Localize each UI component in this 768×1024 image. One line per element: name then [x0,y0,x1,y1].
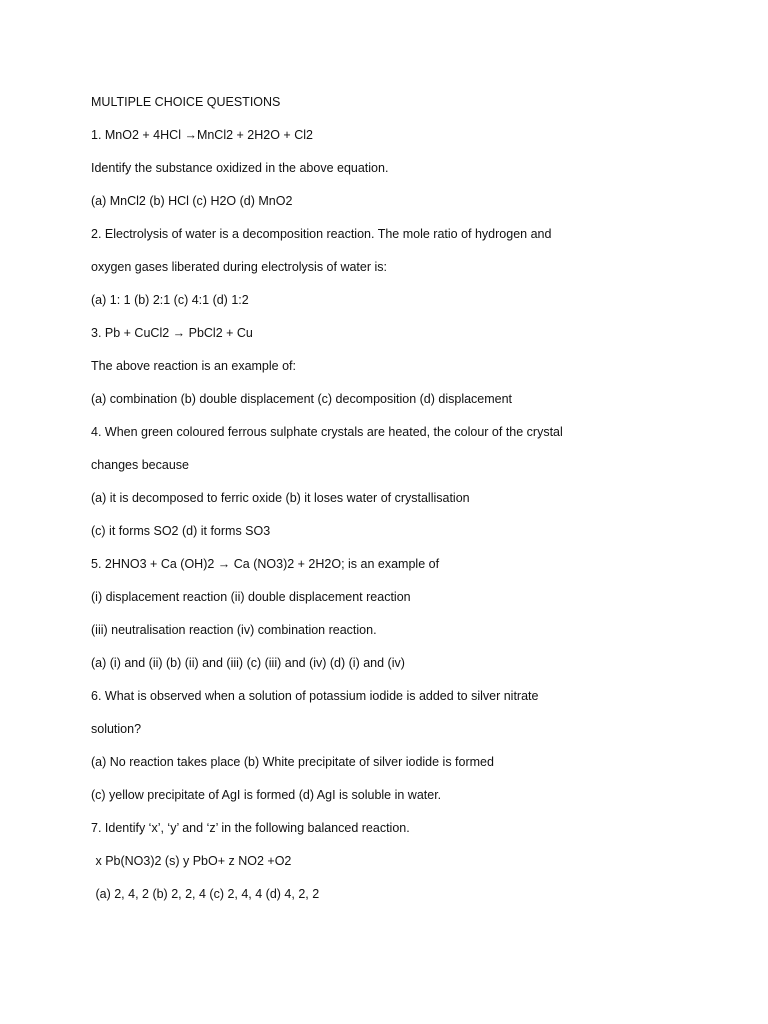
question-3-options: (a) combination (b) double displacement (c) decomposition (d) displacement [91,392,513,406]
question-2-text-line-1: 2. Electrolysis of water is a decomposition reaction. The mole ratio of hydrogen and [91,227,552,241]
question-4-options-line-1: (a) it is decomposed to ferric oxide (b) it loses water of crystallisation [91,491,470,505]
question-2-options: (a) 1: 1 (b) 2:1 (c) 4:1 (d) 1:2 [91,293,249,307]
page-heading: MULTIPLE CHOICE QUESTIONS [91,95,281,109]
question-6-text-line-1: 6. What is observed when a solution of potassium iodide is added to silver nitrate [91,689,539,703]
question-2-text-line-2: oxygen gases liberated during electrolysis of water is: [91,260,387,274]
question-7-text: 7. Identify ‘x’, ‘y’ and ‘z’ in the following balanced reaction. [91,821,410,835]
question-4-text-line-1: 4. When green coloured ferrous sulphate crystals are heated, the colour of the crystal [91,425,563,439]
question-6-text-line-2: solution? [91,722,142,736]
question-1-equation: 1. MnO2 + 4HCl →MnCl2 + 2H2O + Cl2 [91,128,313,142]
question-7-options: (a) 2, 4, 2 (b) 2, 2, 4 (c) 2, 4, 4 (d) 4, 2, 2 [92,887,320,901]
question-5-equation: 5. 2HNO3 + Ca (OH)2 → Ca (NO3)2 + 2H2O; is an example of [91,557,440,571]
question-5-choices-line-2: (iii) neutralisation reaction (iv) combination reaction. [91,623,377,637]
question-3-equation: 3. Pb + CuCl2 → PbCl2 + Cu [91,326,253,340]
question-1-options: (a) MnCl2 (b) HCl (c) H2O (d) MnO2 [91,194,293,208]
question-6-options-line-2: (c) yellow precipitate of AgI is formed (d) AgI is soluble in water. [91,788,442,802]
question-1-prompt: Identify the substance oxidized in the above equation. [91,161,389,175]
question-4-text-line-2: changes because [91,458,189,472]
question-5-choices-line-1: (i) displacement reaction (ii) double displacement reaction [91,590,411,604]
question-4-options-line-2: (c) it forms SO2 (d) it forms SO3 [91,524,271,538]
question-7-equation: x Pb(NO3)2 (s) y PbO+ z NO2 +O2 [92,854,292,868]
question-5-options: (a) (i) and (ii) (b) (ii) and (iii) (c) (iii) and (iv) (d) (i) and (iv) [91,656,405,670]
question-3-prompt: The above reaction is an example of: [91,359,296,373]
question-6-options-line-1: (a) No reaction takes place (b) White precipitate of silver iodide is formed [91,755,494,769]
